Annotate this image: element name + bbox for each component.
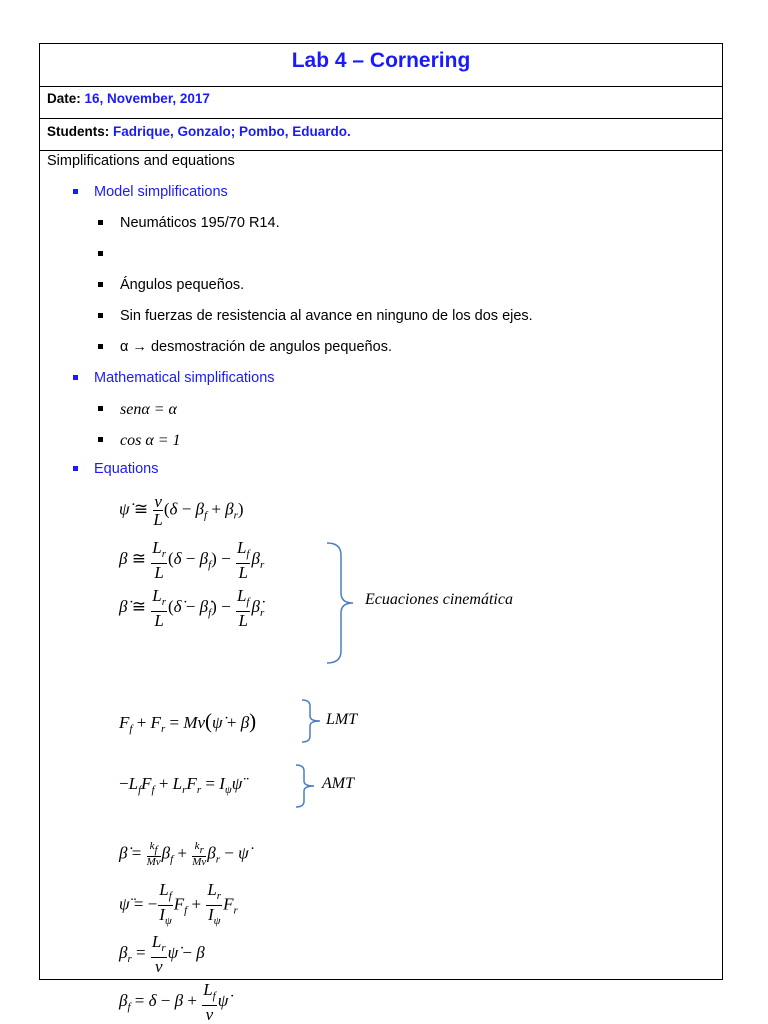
bullet-icon [98, 220, 103, 225]
bullet-icon [73, 466, 78, 471]
bullet-icon [98, 313, 103, 318]
kinematic-label: Ecuaciones cinemática [365, 591, 513, 608]
amt-brace-icon [294, 763, 318, 809]
equation-amt: $-L_fF_f + L_rF_r$ = $I_\psi\psï$ [119, 774, 243, 796]
bullet-icon [98, 406, 103, 411]
list-item: Ángulos pequeños. [120, 277, 244, 293]
bullet-icon [98, 282, 103, 287]
equation-psi-ddot: ψ̈ = − $\frac{L_f}{I_\psi}$ $F_f$ + $\frac{L_r}{I_\psi}$ $F_r$ [119, 880, 238, 927]
equation-psi-dot: ψ̇ ≅ $\frac{v}{L}$ $(\delta - \beta_f + \beta_r)$ [119, 492, 244, 529]
lmt-label: LMT [326, 711, 358, 728]
date-row [40, 87, 722, 119]
equation-beta-dot: β̇ ≅ $\frac{L_r}{L}$ (δ̇ − $\betȧ_f$) − $\frac{L_f}{L}$ $\betȧ_r$ [119, 586, 265, 630]
list-item: Sin fuerzas de resistencia al avance en ninguno de los dos ejes. [120, 308, 533, 324]
lmt-brace-icon [300, 698, 324, 744]
section-header: Simplifications and equations [47, 153, 235, 169]
mathematical-heading: Mathematical simplifications [94, 370, 275, 386]
list-item: Neumáticos 195/70 R14. [120, 215, 280, 231]
kinematic-brace-icon [325, 541, 357, 665]
page-title: Lab 4 – Cornering [40, 44, 722, 87]
list-item: α → desmostración de angulos pequeños. [120, 339, 392, 355]
list-item: senα = α [120, 401, 177, 419]
students-row [40, 119, 722, 151]
equation-lmt: $F_f + F_r$ = Mv(ψ̇ + β̇) [119, 709, 257, 735]
equation-beta: β ≅ $\frac{L_r}{L}$ $(\delta - \beta_f)$ − $\frac{L_f}{L}$ $\beta_r$ [119, 538, 265, 582]
model-heading: Model simplifications [94, 184, 228, 200]
bullet-icon [73, 375, 78, 380]
lab-report-table [39, 43, 723, 1024]
students-label: Students: [47, 124, 110, 139]
equation-beta-r: $\beta_r$ = $\frac{L_r}{v}$ ψ̇ − β [119, 932, 205, 976]
content-cell [40, 151, 722, 1024]
equations-heading: Equations [94, 461, 159, 477]
bullet-icon [98, 437, 103, 442]
bullet-icon [98, 344, 103, 349]
amt-label: AMT [322, 775, 354, 792]
bullet-icon [73, 189, 78, 194]
date-label: Date: [47, 91, 81, 106]
date-value: 16, November, 2017 [84, 91, 210, 106]
students-value: Fadrique, Gonzalo; Pombo, Eduardo. [113, 124, 351, 139]
list-item: cos α = 1 [120, 432, 181, 450]
equation-beta-f: $\beta_f = \delta - \beta$ + $\frac{L_f}{v}$ ψ̇ [119, 980, 229, 1024]
bullet-icon [98, 251, 103, 256]
equation-beta-dot-system: β̇ = $\frac{k_f}{Mv}$ $\beta_f$ + $\frac{k_r}{Mv}$ $\beta_r$ − ψ̇ [119, 840, 249, 868]
